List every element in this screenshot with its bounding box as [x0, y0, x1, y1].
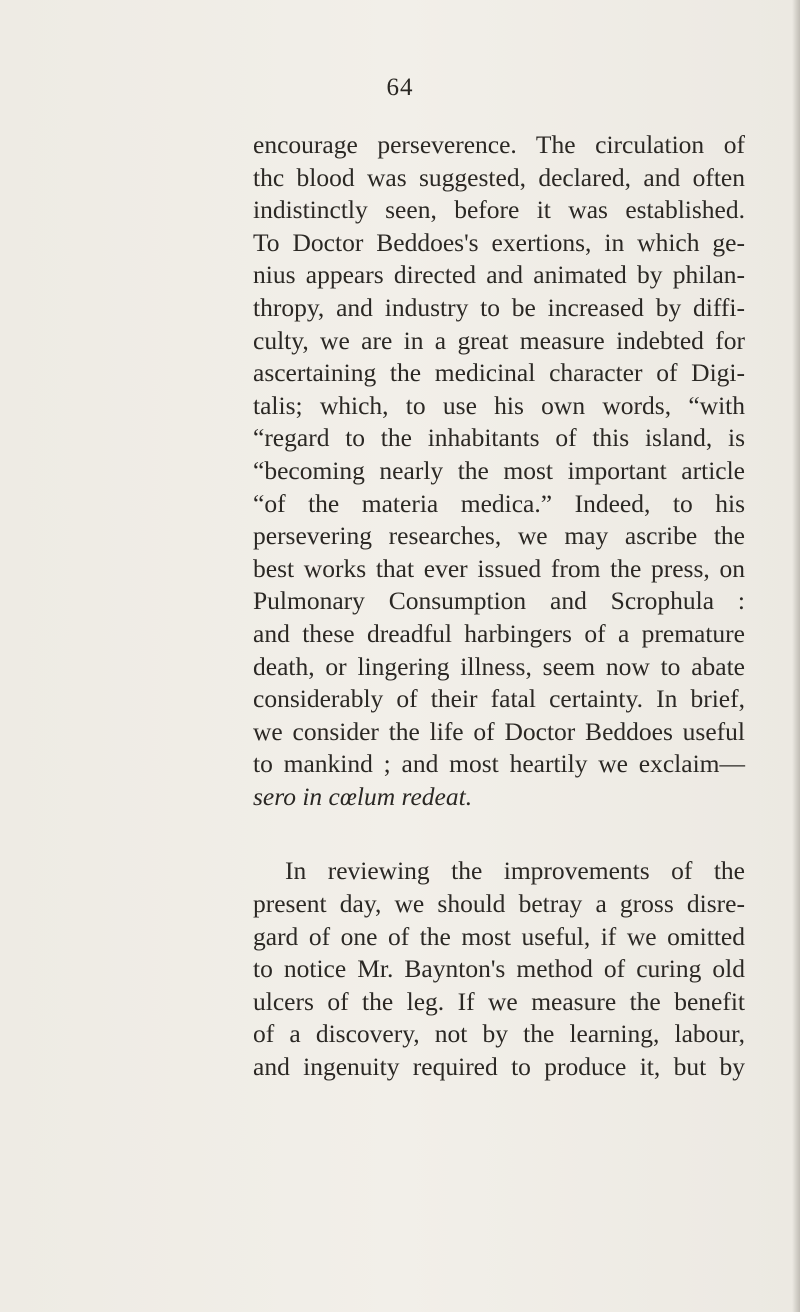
text-line: of a discovery, not by the learning, labour,: [253, 1019, 745, 1049]
text-line: In reviewing the improvements of the: [285, 856, 745, 886]
text-line: best works that ever issued from the press, on: [253, 553, 745, 583]
text-line: gard of one of the most useful, if we omitted: [253, 921, 745, 951]
body-text: [253, 129, 745, 1084]
paragraph-1: [253, 129, 745, 813]
text-line: and these dreadful harbingers of a premature: [253, 618, 745, 648]
text-line: to notice Mr. Baynton's method of curing old: [253, 954, 745, 984]
text-line: we consider the life of Doctor Beddoes useful: [253, 716, 745, 746]
text-line: To Doctor Beddoes's exertions, in which ge-: [253, 227, 745, 257]
text-line: “regard to the inhabitants of this island, is: [253, 423, 745, 453]
text-line: thropy, and industry to be increased by diffi-: [253, 292, 745, 322]
text-line: considerably of their fatal certainty. In brief,: [253, 684, 745, 714]
paragraph-gap: [253, 813, 745, 855]
page-number: 64: [386, 74, 414, 101]
text-line: present day, we should betray a gross disre-: [253, 889, 745, 919]
paragraph-2: [253, 855, 745, 1083]
text-line: talis; which, to use his own words, “with: [253, 390, 745, 420]
text-line: persevering researches, we may ascribe the: [253, 521, 745, 551]
text-line: and ingenuity required to produce it, but by: [253, 1052, 745, 1082]
text-line: Pulmonary Consumption and Scrophula :: [253, 586, 745, 616]
text-line: “becoming nearly the most important article: [253, 455, 745, 485]
text-line: ulcers of the leg. If we measure the benefit: [253, 986, 745, 1016]
text-line: nius appears directed and animated by philan-: [253, 260, 745, 290]
italic-quote-line: [253, 781, 745, 814]
text-line: ascertaining the medicinal character of Digi-: [253, 358, 745, 388]
text-line: to mankind ; and most heartily we exclaim—: [253, 749, 745, 779]
text-line: encourage perseverence. The circulation of: [253, 130, 745, 159]
page-edge-shadow: [792, 0, 800, 1312]
latin-quote: sero in cœlum redeat.: [253, 781, 473, 811]
text-line: thc blood was suggested, declared, and often: [253, 162, 745, 192]
text-line: death, or lingering illness, seem now to abate: [253, 651, 745, 681]
text-line: “of the materia medica.” Indeed, to his: [253, 488, 745, 518]
text-line: indistinctly seen, before it was established.: [253, 195, 745, 225]
text-line: culty, we are in a great measure indebted for: [253, 325, 745, 355]
